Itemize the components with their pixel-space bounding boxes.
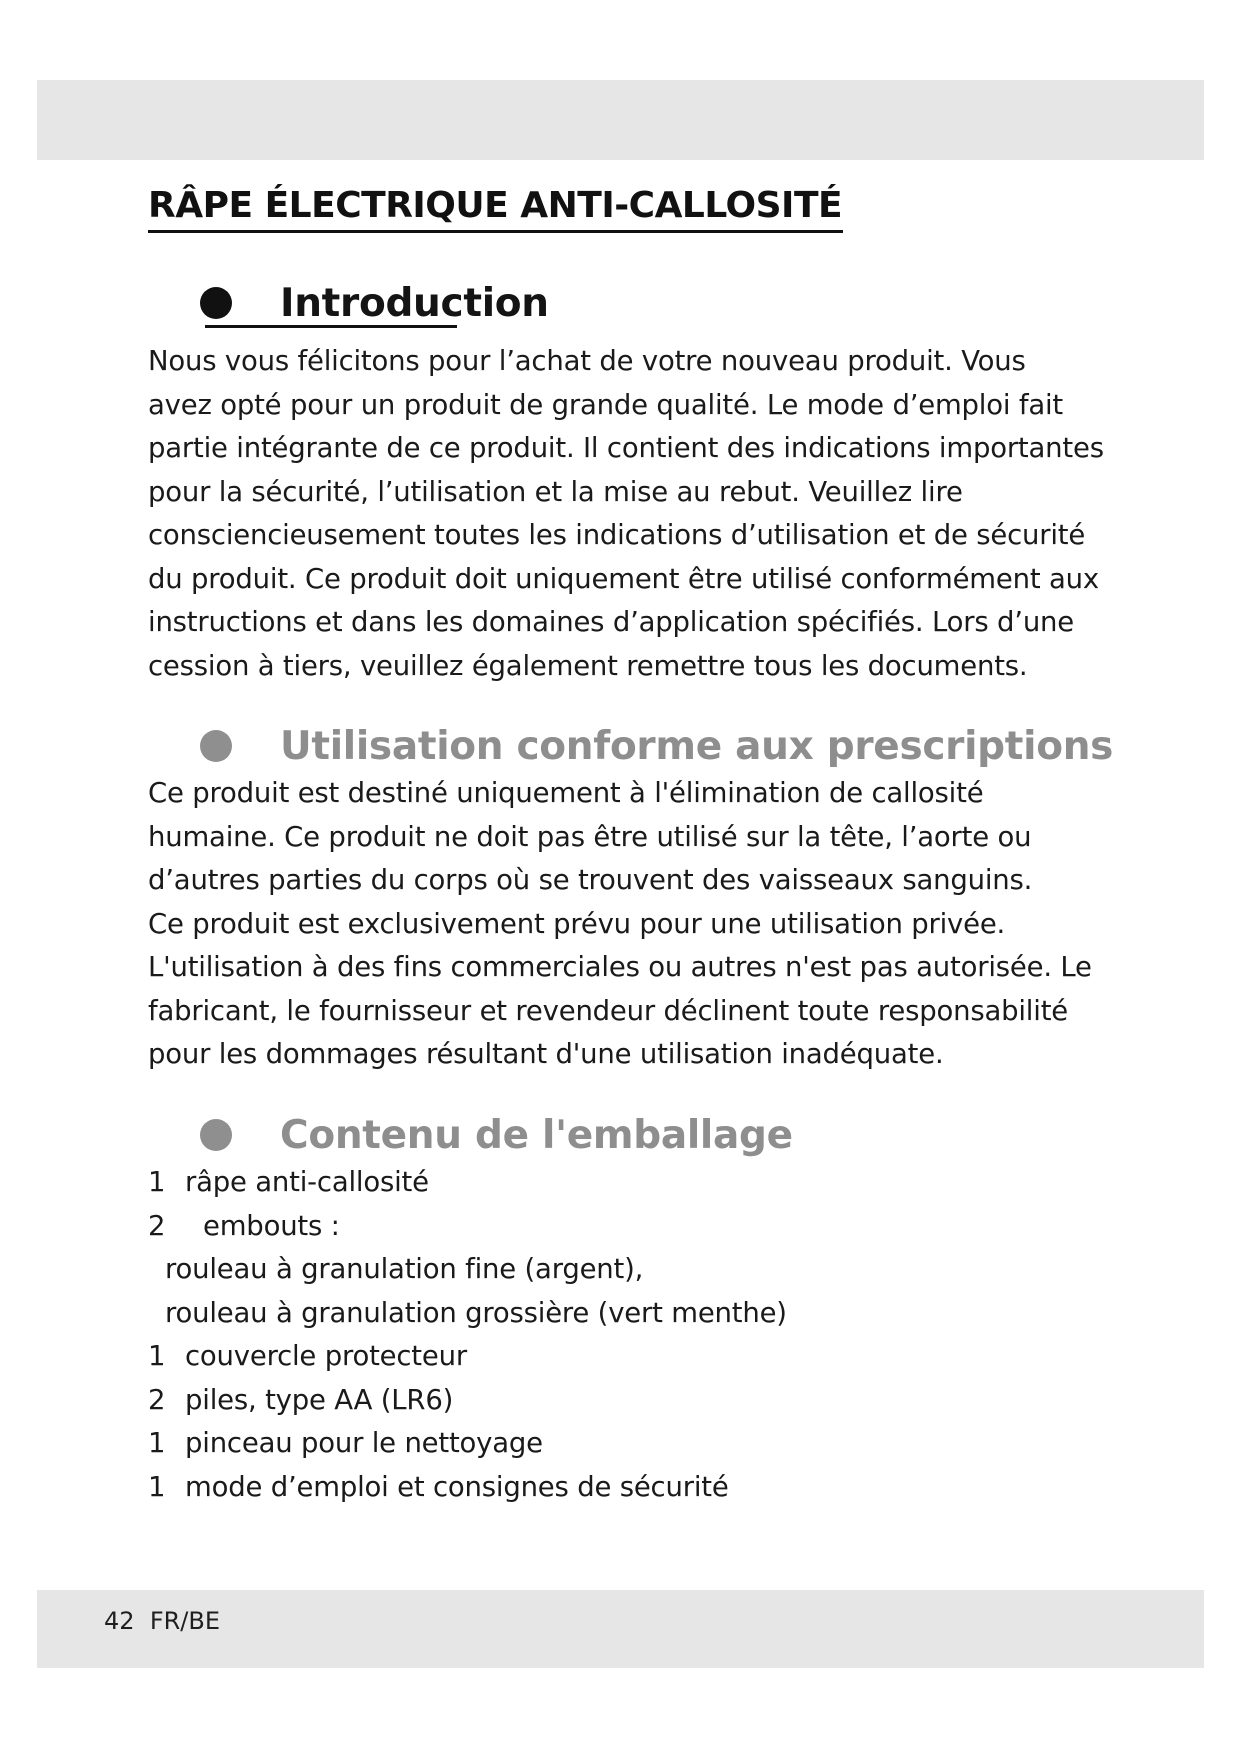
section-title: Introduction bbox=[280, 280, 549, 326]
text-line: cession à tiers, veuillez également remettre tous les documents. bbox=[148, 649, 1028, 682]
text-line: pour les dommages résultant d'une utilisation inadéquate. bbox=[148, 1038, 944, 1070]
section-heading-contents bbox=[200, 1111, 793, 1159]
list-item bbox=[148, 1205, 787, 1249]
title-underline bbox=[148, 230, 843, 233]
item-quantity: 1 bbox=[148, 1340, 166, 1372]
bullet-icon bbox=[200, 730, 232, 762]
text-line: L'utilisation à des fins commerciales ou autres n'est pas autorisée. Le bbox=[148, 951, 1092, 983]
header-band bbox=[37, 80, 1204, 160]
list-item bbox=[148, 1422, 787, 1466]
item-quantity: 1 bbox=[148, 1166, 166, 1198]
text-line: humaine. Ce produit ne doit pas être utilisé sur la tête, l’aorte ou bbox=[148, 820, 1032, 853]
introduction-paragraph bbox=[148, 340, 1104, 688]
text-line: partie intégrante de ce produit. Il contient des indications importantes bbox=[148, 432, 1104, 464]
list-item bbox=[148, 1466, 787, 1510]
section-title: Contenu de l'emballage bbox=[280, 1112, 793, 1158]
text-line: Nous vous félicitons pour l’achat de votre nouveau produit. Vous bbox=[148, 345, 1026, 377]
item-text: mode d’emploi et consignes de sécurité bbox=[185, 1470, 729, 1503]
item-quantity: 1 bbox=[148, 1427, 166, 1459]
page-footer bbox=[104, 1607, 220, 1635]
page-number: 42 bbox=[104, 1607, 135, 1635]
usage-paragraph bbox=[148, 772, 1092, 1077]
list-item bbox=[148, 1248, 787, 1292]
item-text: rouleau à granulation fine (argent), bbox=[165, 1253, 644, 1285]
item-text: couvercle protecteur bbox=[185, 1340, 467, 1372]
list-item bbox=[148, 1161, 787, 1205]
section-heading-introduction bbox=[200, 279, 549, 327]
bullet-icon bbox=[200, 1119, 232, 1151]
page-title: RÂPE ÉLECTRIQUE ANTI-CALLOSITÉ bbox=[148, 185, 843, 226]
item-quantity: 2 bbox=[148, 1383, 166, 1416]
text-line: fabricant, le fournisseur et revendeur déclinent toute responsabilité bbox=[148, 994, 1068, 1027]
text-line: du produit. Ce produit doit uniquement être utilisé conformément aux bbox=[148, 562, 1099, 595]
heading-underline bbox=[205, 325, 457, 328]
text-line: d’autres parties du corps où se trouvent des vaisseaux sanguins. bbox=[148, 864, 1033, 896]
locale-label: FR/BE bbox=[149, 1607, 221, 1635]
text-line: instructions et dans les domaines d’application spécifiés. Lors d’une bbox=[148, 606, 1074, 638]
item-text: râpe anti-callosité bbox=[185, 1166, 429, 1198]
item-text: rouleau à granulation grossière (vert menthe) bbox=[165, 1296, 787, 1329]
section-title: Utilisation conforme aux prescriptions bbox=[280, 723, 1114, 769]
list-item bbox=[148, 1379, 787, 1423]
item-text: piles, type AA (LR6) bbox=[185, 1383, 454, 1416]
text-line: Ce produit est exclusivement prévu pour une utilisation privée. bbox=[148, 907, 1006, 940]
bullet-icon bbox=[200, 287, 232, 319]
text-line: avez opté pour un produit de grande qualité. Le mode d’emploi fait bbox=[148, 388, 1064, 421]
item-text: pinceau pour le nettoyage bbox=[185, 1427, 543, 1459]
package-contents-list bbox=[148, 1161, 787, 1509]
text-line: Ce produit est destiné uniquement à l'élimination de callosité bbox=[148, 777, 984, 809]
text-line: consciencieusement toutes les indications d’utilisation et de sécurité bbox=[148, 519, 1086, 551]
item-quantity: 1 bbox=[148, 1470, 166, 1503]
list-item bbox=[148, 1292, 787, 1336]
item-quantity: 2 bbox=[148, 1209, 166, 1242]
section-heading-usage bbox=[200, 722, 1113, 770]
text-line: pour la sécurité, l’utilisation et la mise au rebut. Veuillez lire bbox=[148, 475, 963, 508]
item-text: embouts : bbox=[203, 1209, 340, 1242]
list-item bbox=[148, 1335, 787, 1379]
